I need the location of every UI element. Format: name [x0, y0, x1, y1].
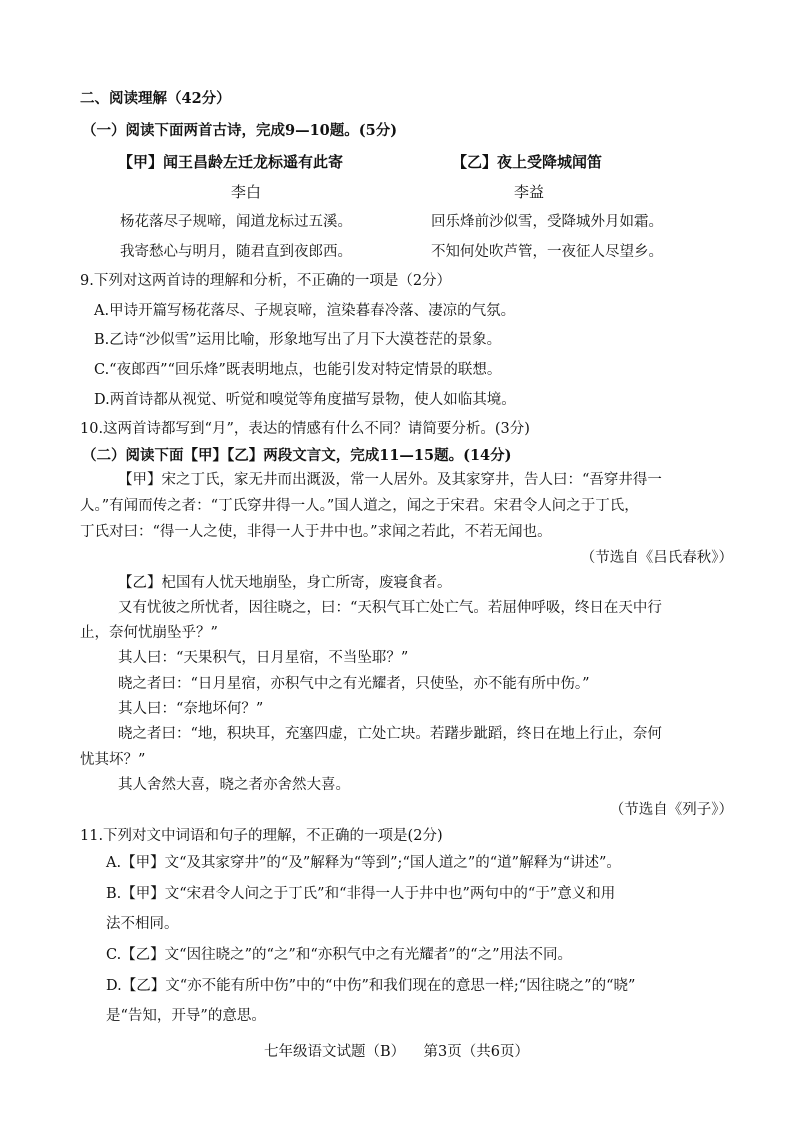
text-b-line-4: 其人曰：“天果积气，日月星宿，不当坠耶？”	[118, 650, 409, 666]
text-b-line-6: 其人曰：“奈地坏何？”	[118, 701, 264, 717]
source-a: （节选自《吕氏春秋》）	[580, 550, 733, 566]
q11-option-b-cont: 法不相同。	[106, 916, 179, 932]
poem-b-author: 李益	[514, 183, 545, 201]
q11-option-d-cont: 是“告知，开导”的意思。	[106, 1008, 266, 1024]
text-b-line-9: 其人舍然大喜，晓之者亦舍然大喜。	[118, 777, 350, 793]
text-b-line-1: 【乙】杞国有人忧天地崩坠，身亡所寄，废寝食者。	[118, 575, 452, 591]
poem-b-line-2: 不知何处吹芦管，一夜征人尽望乡。	[431, 244, 663, 260]
text-b-line-2: 又有忧彼之所忧者，因往晓之，曰：“天积气耳亡处亡气。若屈伸呼吸，终日在天中行	[118, 600, 662, 616]
text-b-line-3: 止，奈何忧崩坠乎？”	[80, 625, 218, 641]
part2-heading: （二）阅读下面【甲】【乙】两段文言文，完成11—15题。(14分)	[82, 447, 512, 464]
q9-option-b: B.乙诗“沙似雪”运用比喻，形象地写出了月下大漠苍茫的景象。	[94, 332, 502, 348]
poem-b-title: 【乙】夜上受降城闻笛	[452, 153, 603, 171]
q10: 10.这两首诗都写到“月”，表达的情感有什么不同？请简要分析。(3分)	[80, 421, 530, 437]
q9-option-d: D.两首诗都从视觉、听觉和嗅觉等角度描写景物，使人如临其境。	[94, 392, 516, 408]
poem-a-title: 【甲】闻王昌龄左迁龙标遥有此寄	[118, 153, 344, 171]
poem-a-line-1: 杨花落尽子规啼，闻道龙标过五溪。	[120, 214, 352, 230]
poem-b-line-1: 回乐烽前沙似雪，受降城外月如霜。	[431, 214, 663, 230]
q11-option-d: D.【乙】文“亦不能有所中伤”中的“中伤”和我们现在的意思一样;“因往晓之”的“晓”	[106, 978, 636, 994]
page-footer: 七年级语文试题（B） 第3页（共6页）	[263, 1044, 530, 1060]
q11-option-c: C.【乙】文“因往晓之”的“之”和“亦积气中之有光耀者”的“之”用法不同。	[106, 947, 572, 963]
text-b-line-5: 晓之者曰：“日月星宿，亦积气中之有光耀者，只使坠，亦不能有所中伤。”	[118, 676, 590, 692]
q11-option-b: B.【甲】文“宋君令人问之于丁氏”和“非得一人于井中也”两句中的“于”意义和用	[106, 886, 616, 902]
poem-a-author: 李白	[231, 183, 262, 201]
part1-heading: （一）阅读下面两首古诗，完成9—10题。(5分)	[82, 122, 398, 139]
q9-option-c: C.“夜郎西”“回乐烽”既表明地点，也能引发对特定情景的联想。	[94, 362, 502, 378]
section-title: 二、阅读理解（42分）	[80, 90, 231, 107]
q9-stem: 9.下列对这两首诗的理解和分析，不正确的一项是（2分）	[80, 273, 452, 289]
text-a-line-1: 【甲】宋之丁氏，家无井而出溉汲，常一人居外。及其家穿井，告人曰：“吾穿井得一	[118, 472, 662, 488]
text-b-line-8: 忧其坏？”	[80, 752, 146, 768]
text-b-line-7: 晓之者曰：“地，积块耳，充塞四虚，亡处亡块。若躇步跐蹈，终日在地上行止，奈何	[118, 726, 662, 742]
text-a-line-3: 丁氏对曰：“得一人之使，非得一人于井中也。”求闻之若此，不若无闻也。	[80, 524, 552, 540]
source-b: （节选自《列子》）	[609, 802, 733, 818]
q11-option-a: A.【甲】文“及其家穿井”的“及”解释为“等到”;“国人道之”的“道”解释为“讲述”。	[106, 855, 621, 871]
text-a-line-2: 人。”有闻而传之者：“丁氏穿井得一人。”国人道之，闻之于宋君。宋君令人问之于丁氏，	[80, 498, 639, 514]
q9-option-a: A.甲诗开篇写杨花落尽、子规哀啼，渲染暮春冷落、凄凉的气氛。	[94, 303, 516, 319]
poem-a-line-2: 我寄愁心与明月，随君直到夜郎西。	[120, 244, 352, 260]
q11-stem: 11.下列对文中词语和句子的理解，不正确的一项是(2分)	[80, 828, 443, 844]
